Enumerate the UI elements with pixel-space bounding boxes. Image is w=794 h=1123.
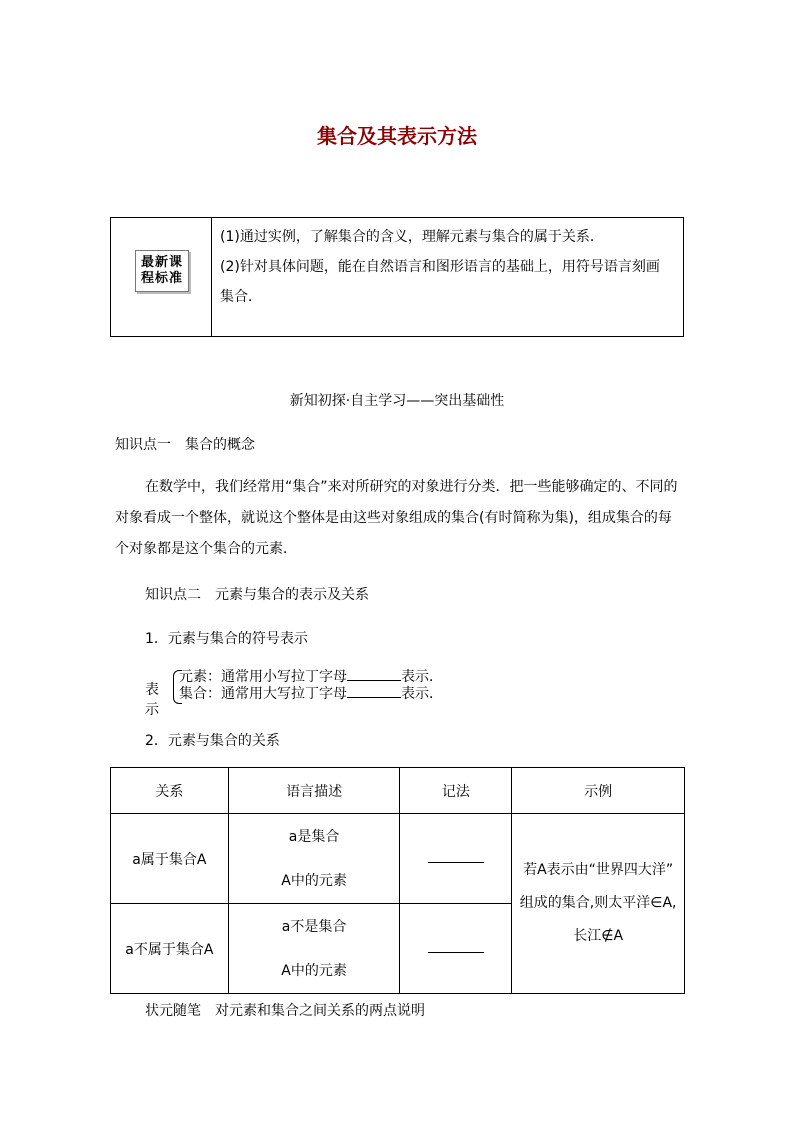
page-title: 集合及其表示方法 [317,124,477,148]
brace-label: 表示 [145,682,159,718]
standard-goal-2: (2)针对具体问题，能在自然语言和图形语言的基础上，用符号语言刻画集合． [220,259,660,305]
standard-goal-1: (1)通过实例，了解集合的含义，理解元素与集合的属于关系． [220,229,604,245]
desc-belongs-line2: A中的元素 [281,872,347,889]
scholar-note: 状元随笔 对元素和集合之间关系的两点说明 [145,1003,425,1019]
table-row [111,814,685,904]
badge-line-1: 最新课 [140,255,183,270]
kp1-heading: 知识点一 集合的概念 [115,437,255,453]
curriculum-standard-badge [135,250,189,292]
header-example: 示例 [512,768,685,814]
element-notation-line [179,668,443,685]
desc-not-belongs [228,904,400,994]
set-prefix: 集合：通常用大写拉丁字母 [179,686,347,702]
example-line1: 若A表示由“世界四大洋” [523,862,674,878]
kp1-text: 在数学中，我们经常用“集合”来对所研究的对象进行分类．把一些能够确定的、不同的对象看成一个整体，就说这个整体是由这些对象组成的集合(有时简称为集)，组成集合的每个对象都是这个集合的元素． [115,479,678,557]
example-line3: 长江∉A [573,928,624,944]
kp2-sub2: 2．元素与集合的关系 [145,733,280,749]
standard-goals-cell [212,218,684,337]
desc-belongs [228,814,400,904]
section-heading: 新知初探·自主学习——突出基础性 [289,393,505,409]
element-suffix: 表示． [401,669,443,685]
standard-label-cell [111,218,212,337]
element-blank [347,668,401,681]
table-header-row [111,768,685,814]
set-blank [347,685,401,698]
notation-not-belongs-blank [400,904,512,994]
kp2-sub1: 1．元素与集合的符号表示 [145,631,308,647]
curriculum-standard-table [110,217,684,337]
desc-belongs-line1: a是集合 [288,828,340,845]
header-relation: 关系 [111,768,229,814]
answer-blank [428,952,484,953]
relation-not-belongs: a不属于集合A [111,904,229,994]
set-suffix: 表示． [401,686,443,702]
desc-not-belongs-line1: a不是集合 [281,918,347,935]
example-line2: 组成的集合,则太平洋∈A, [519,895,677,911]
set-notation-line [179,685,443,702]
header-notation: 记法 [400,768,512,814]
notation-belongs-blank [400,814,512,904]
element-prefix: 元素：通常用小写拉丁字母 [179,669,347,685]
example-cell [512,814,685,994]
kp2-heading: 知识点二 元素与集合的表示及关系 [145,587,369,603]
desc-not-belongs-line2: A中的元素 [281,962,347,979]
answer-blank [428,862,484,863]
relation-table [110,767,685,994]
relation-belongs: a属于集合A [111,814,229,904]
badge-line-2: 程标准 [140,271,183,286]
header-description: 语言描述 [228,768,400,814]
